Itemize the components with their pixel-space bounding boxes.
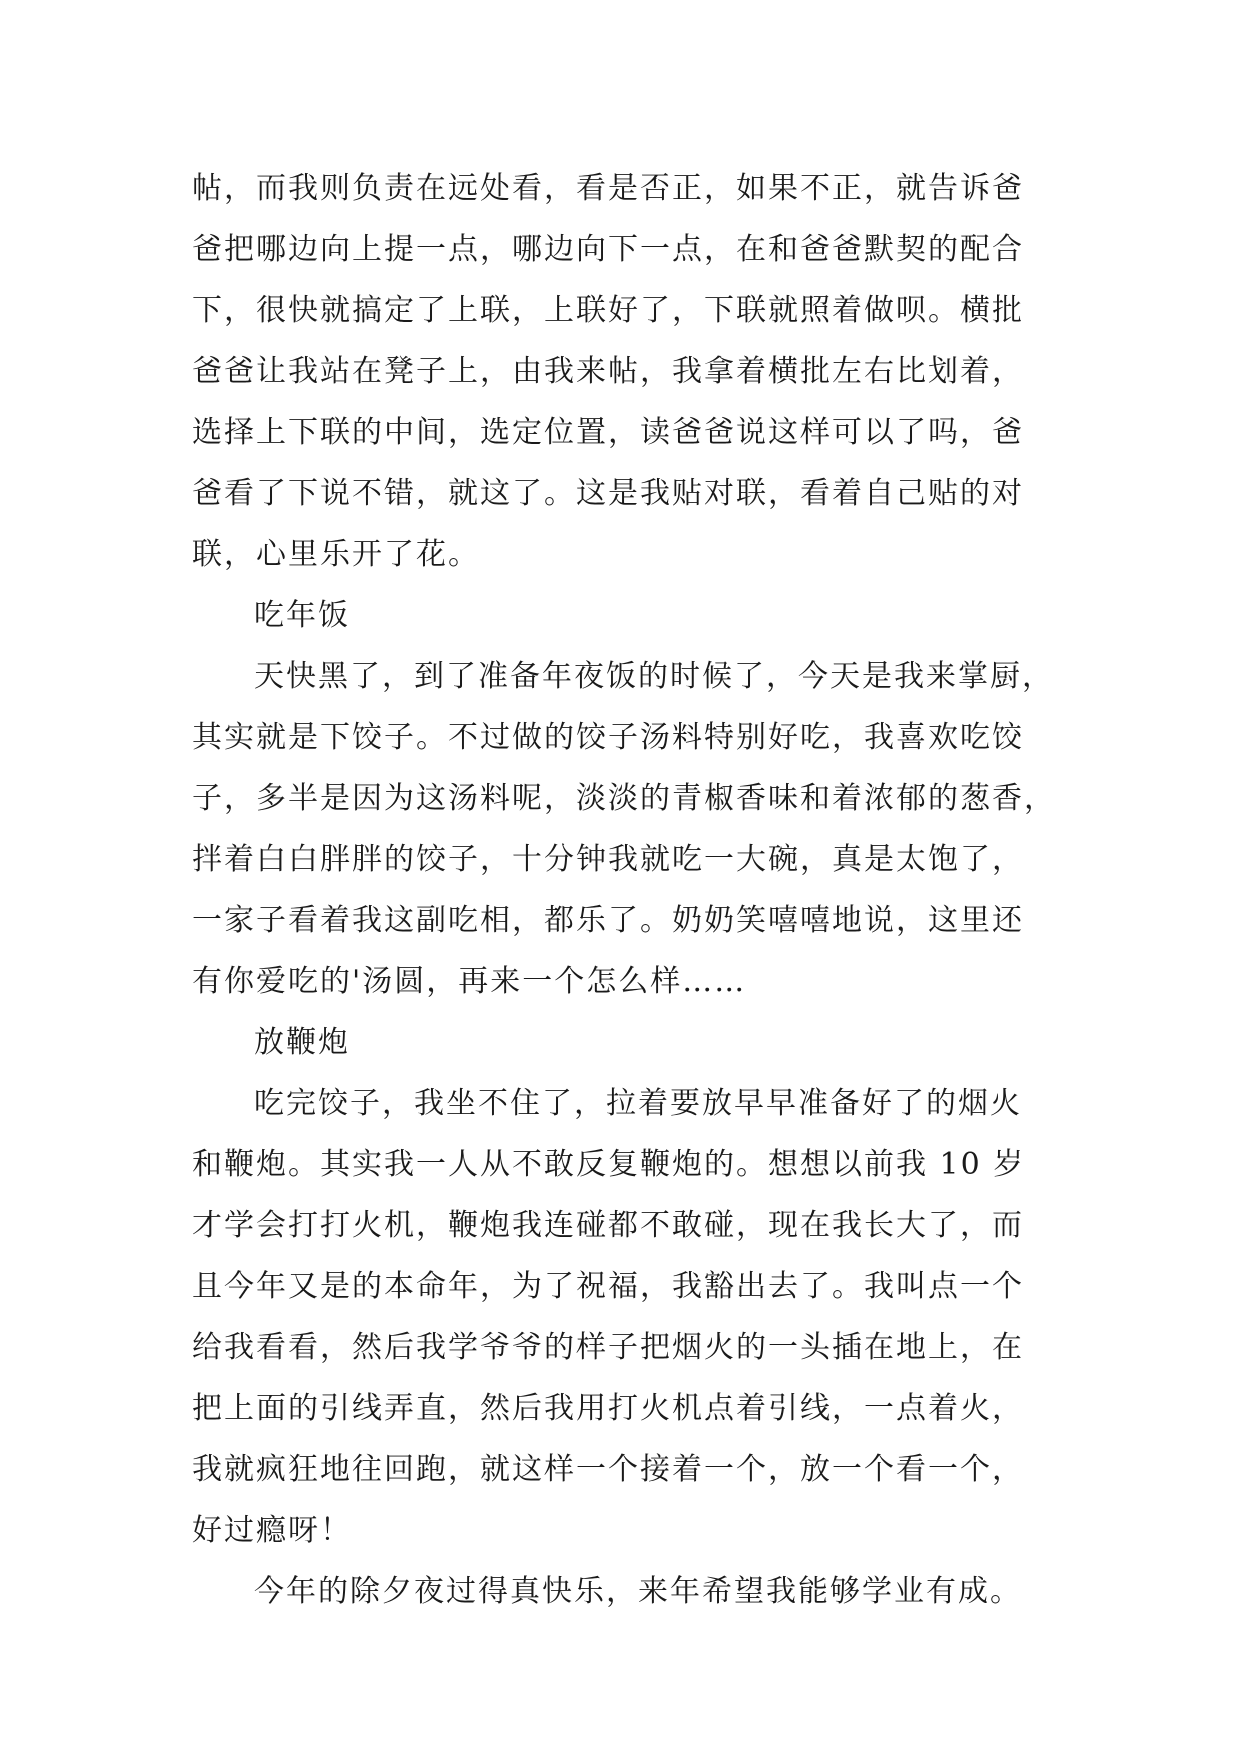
text-line: 且今年又是的本命年，为了祝福，我豁出去了。我叫点一个 xyxy=(192,1269,1024,1304)
text-line: 和鞭炮。其实我一人从不敢反复鞭炮的。想想以前我 10 岁 xyxy=(192,1147,1026,1182)
text-line: 爸爸让我站在凳子上，由我来帖，我拿着横批左右比划着， xyxy=(192,354,1024,389)
text-line: 选择上下联的中间，选定位置，读爸爸说这样可以了吗，爸 xyxy=(192,415,1024,450)
text-line: 好过瘾呀！ xyxy=(192,1513,352,1548)
paragraph-first-line: 吃完饺子，我坐不住了，拉着要放早早准备好了的烟火 xyxy=(254,1086,1022,1121)
text-line: 一家子看着我这副吃相，都乐了。奶奶笑嘻嘻地说，这里还 xyxy=(192,903,1024,938)
text-line: 我就疯狂地往回跑，就这样一个接着一个，放一个看一个， xyxy=(192,1452,1024,1487)
document-body xyxy=(192,158,1072,1622)
text-line: 给我看看，然后我学爷爷的样子把烟火的一头插在地上，在 xyxy=(192,1330,1024,1365)
text-line: 下，很快就搞定了上联，上联好了，下联就照着做呗。横批 xyxy=(192,293,1024,328)
text-line: 有你爱吃的'汤圆，再来一个怎么样…… xyxy=(192,964,747,999)
paragraph-first-line: 天快黑了，到了准备年夜饭的时候了，今天是我来掌厨， xyxy=(254,659,1054,694)
text-line: 子，多半是因为这汤料呢，淡淡的青椒香味和着浓郁的葱香， xyxy=(192,781,1056,816)
paragraph-first-line: 吃年饭 xyxy=(254,598,350,633)
paragraph-first-line: 今年的除夕夜过得真快乐，来年希望我能够学业有成。 xyxy=(254,1574,1022,1609)
text-line: 拌着白白胖胖的饺子，十分钟我就吃一大碗，真是太饱了， xyxy=(192,842,1024,877)
text-line: 爸把哪边向上提一点，哪边向下一点，在和爸爸默契的配合 xyxy=(192,232,1024,267)
text-line: 才学会打打火机，鞭炮我连碰都不敢碰，现在我长大了，而 xyxy=(192,1208,1024,1243)
paragraph-first-line: 放鞭炮 xyxy=(254,1025,350,1060)
text-line: 把上面的引线弄直，然后我用打火机点着引线，一点着火， xyxy=(192,1391,1024,1426)
text-line: 帖，而我则负责在远处看，看是否正，如果不正，就告诉爸 xyxy=(192,171,1024,206)
text-line: 爸看了下说不错，就这了。这是我贴对联，看着自己贴的对 xyxy=(192,476,1024,511)
text-line: 其实就是下饺子。不过做的饺子汤料特别好吃，我喜欢吃饺 xyxy=(192,720,1024,755)
text-line: 联，心里乐开了花。 xyxy=(192,537,480,572)
